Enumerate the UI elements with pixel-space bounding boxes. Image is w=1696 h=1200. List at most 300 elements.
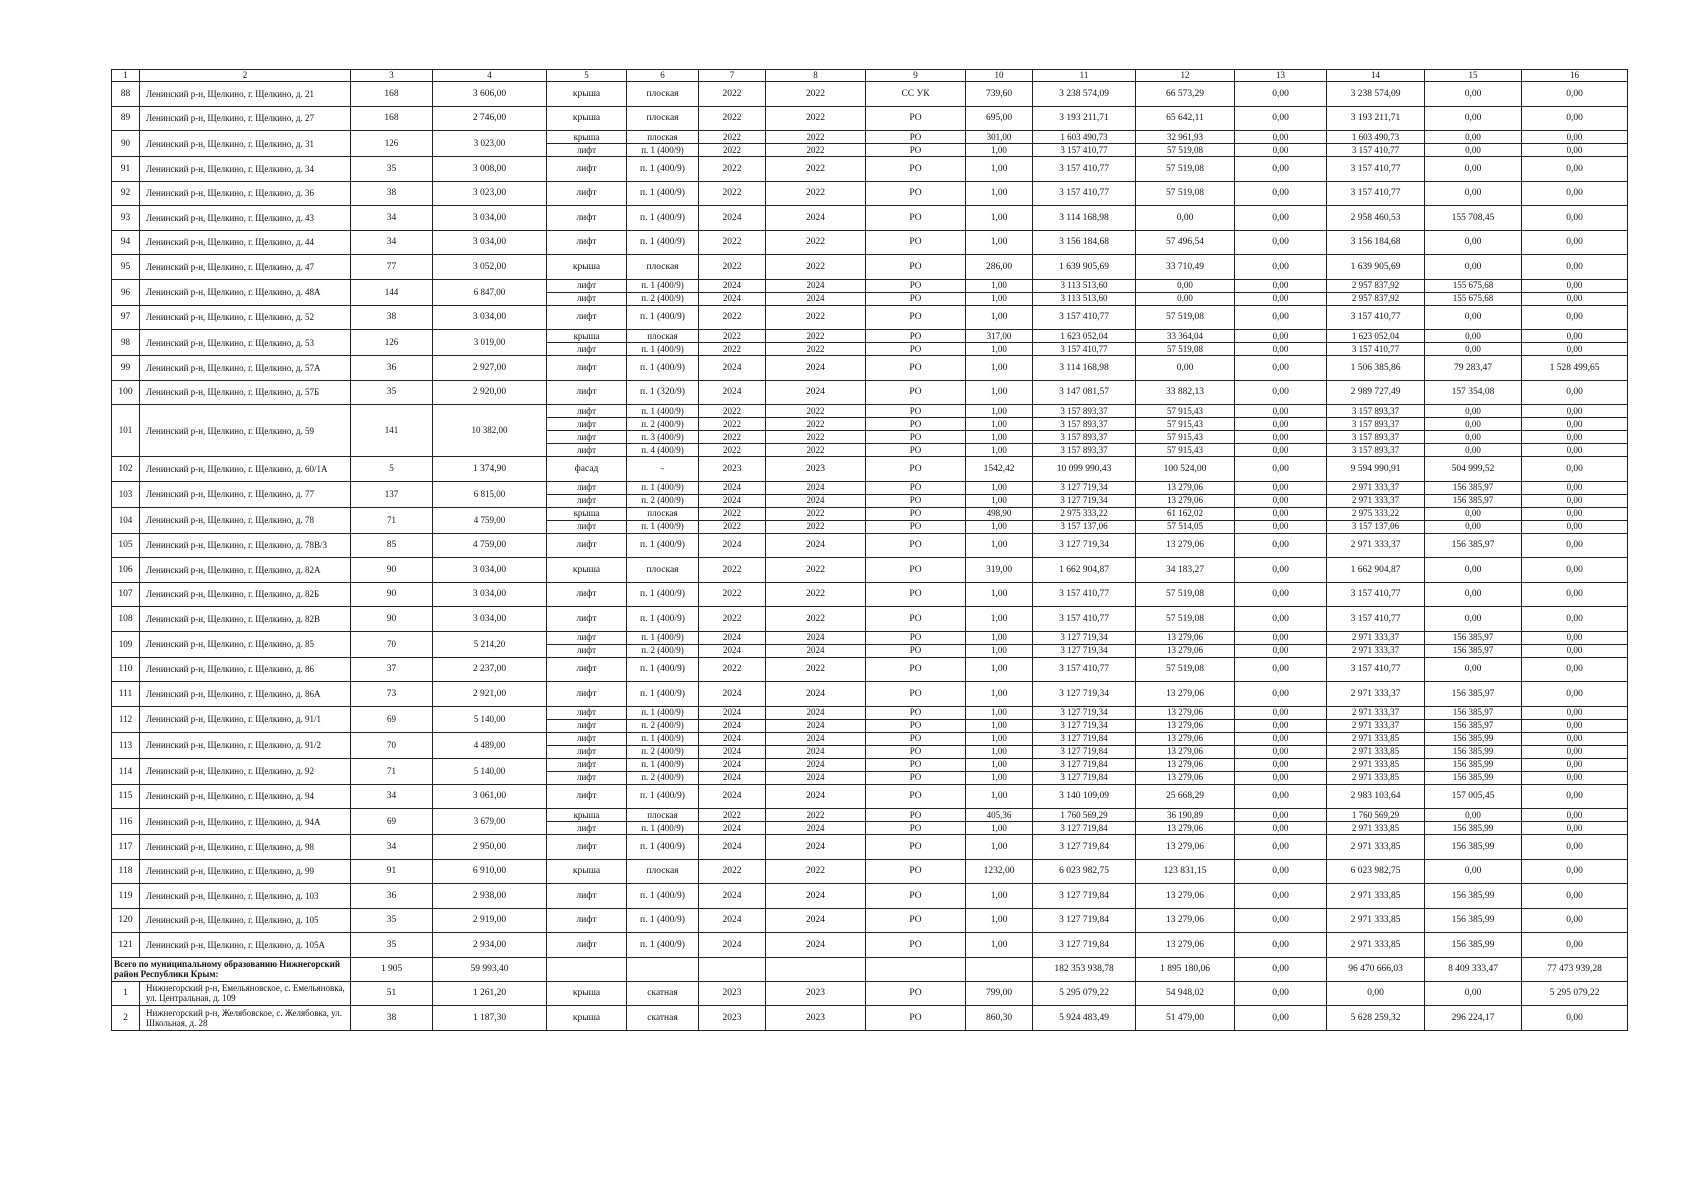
work-cell-16: 0,00 xyxy=(1522,343,1628,356)
work-cell-7: 2023 xyxy=(699,981,766,1006)
column-number: 8 xyxy=(766,70,866,82)
work-cell-5: лифт xyxy=(547,657,627,682)
work-cell-12: 13 279,06 xyxy=(1136,644,1235,657)
work-cell-16: 0,00 xyxy=(1522,82,1628,107)
row-number-cell: 107 xyxy=(112,582,140,607)
work-cell-9: РО xyxy=(866,644,966,657)
work-cell-5: лифт xyxy=(547,644,627,657)
work-cell-5: лифт xyxy=(547,758,627,771)
work-cell-12: 13 279,06 xyxy=(1136,745,1235,758)
work-cell-14: 2 975 333,22 xyxy=(1327,507,1425,520)
address-cell: Ленинский р-н, Щелкино, г. Щелкино, д. 94А xyxy=(140,809,351,835)
work-cell-7: 2022 xyxy=(699,255,766,280)
work-cell-9: РО xyxy=(866,520,966,533)
work-cell-15: 0,00 xyxy=(1425,418,1522,431)
work-cell-10: 1,00 xyxy=(966,206,1033,231)
work-cell-6: п. 1 (400/9) xyxy=(627,405,699,418)
table-row xyxy=(112,908,1628,933)
work-cell-8: 2022 xyxy=(766,431,866,444)
work-cell-7: 2024 xyxy=(699,481,766,494)
value-cell-3: 34 xyxy=(351,835,433,860)
work-cell-16: 0,00 xyxy=(1522,380,1628,405)
work-cell-7: 2024 xyxy=(699,745,766,758)
work-cell-7: 2022 xyxy=(699,405,766,418)
work-cell-11: 3 157 410,77 xyxy=(1033,657,1136,682)
work-cell-13: 0,00 xyxy=(1235,884,1327,909)
work-cell-13: 0,00 xyxy=(1235,230,1327,255)
empty-cell xyxy=(627,957,699,981)
work-cell-11: 3 157 410,77 xyxy=(1033,305,1136,330)
work-cell-7: 2024 xyxy=(699,706,766,719)
work-cell-13: 0,00 xyxy=(1235,305,1327,330)
work-cell-16: 0,00 xyxy=(1522,157,1628,182)
work-cell-9: РО xyxy=(866,908,966,933)
work-cell-7: 2022 xyxy=(699,558,766,583)
work-cell-9: РО xyxy=(866,657,966,682)
work-cell-5: крыша xyxy=(547,82,627,107)
work-cell-10: 1,00 xyxy=(966,835,1033,860)
row-number-cell: 1 xyxy=(112,981,140,1006)
work-cell-10: 1,00 xyxy=(966,631,1033,644)
address-cell: Нижнегорский р-н, Емельяновское, с. Емельяновка, ул. Центральная, д. 109 xyxy=(140,981,351,1006)
work-cell-10: 1,00 xyxy=(966,181,1033,206)
work-cell-14: 1 623 052,04 xyxy=(1327,330,1425,343)
address-cell: Ленинский р-н, Щелкино, г. Щелкино, д. 105А xyxy=(140,933,351,958)
table-row xyxy=(112,330,1628,343)
works-register-table xyxy=(111,69,1628,1031)
work-cell-16: 0,00 xyxy=(1522,933,1628,958)
work-cell-14: 2 971 333,37 xyxy=(1327,644,1425,657)
work-cell-13: 0,00 xyxy=(1235,657,1327,682)
work-cell-9: РО xyxy=(866,279,966,292)
row-number-cell: 94 xyxy=(112,230,140,255)
value-cell-3: 71 xyxy=(351,758,433,784)
work-cell-6: скатная xyxy=(627,981,699,1006)
work-cell-13: 0,00 xyxy=(1235,481,1327,494)
row-number-cell: 99 xyxy=(112,356,140,381)
total-c16: 77 473 939,28 xyxy=(1522,957,1628,981)
work-cell-10: 1,00 xyxy=(966,758,1033,771)
area-cell: 5 214,20 xyxy=(433,631,547,657)
table-row xyxy=(112,356,1628,381)
work-cell-13: 0,00 xyxy=(1235,533,1327,558)
value-cell-3: 126 xyxy=(351,131,433,157)
area-cell: 3 034,00 xyxy=(433,305,547,330)
work-cell-8: 2022 xyxy=(766,405,866,418)
work-cell-15: 0,00 xyxy=(1425,131,1522,144)
work-cell-15: 0,00 xyxy=(1425,343,1522,356)
work-cell-10: 1,00 xyxy=(966,771,1033,784)
work-cell-11: 3 127 719,84 xyxy=(1033,822,1136,835)
address-cell: Ленинский р-н, Щелкино, г. Щелкино, д. 27 xyxy=(140,106,351,131)
work-cell-9: РО xyxy=(866,255,966,280)
work-cell-7: 2024 xyxy=(699,771,766,784)
work-cell-9: РО xyxy=(866,758,966,771)
work-cell-8: 2022 xyxy=(766,106,866,131)
work-cell-14: 3 157 410,77 xyxy=(1327,607,1425,632)
work-cell-11: 3 127 719,34 xyxy=(1033,631,1136,644)
work-cell-7: 2024 xyxy=(699,279,766,292)
work-cell-16: 0,00 xyxy=(1522,444,1628,457)
work-cell-5: лифт xyxy=(547,206,627,231)
work-cell-14: 2 957 837,92 xyxy=(1327,279,1425,292)
work-cell-5: лифт xyxy=(547,144,627,157)
work-cell-6: п. 1 (400/9) xyxy=(627,657,699,682)
work-cell-16: 0,00 xyxy=(1522,631,1628,644)
address-cell: Ленинский р-н, Щелкино, г. Щелкино, д. 105 xyxy=(140,908,351,933)
row-number-cell: 89 xyxy=(112,106,140,131)
work-cell-6: п. 1 (400/9) xyxy=(627,481,699,494)
table-row xyxy=(112,607,1628,632)
work-cell-12: 57 915,43 xyxy=(1136,418,1235,431)
work-cell-9: РО xyxy=(866,582,966,607)
work-cell-6: плоская xyxy=(627,106,699,131)
row-number-cell: 105 xyxy=(112,533,140,558)
area-cell: 3 008,00 xyxy=(433,157,547,182)
work-cell-9: РО xyxy=(866,206,966,231)
work-cell-15: 0,00 xyxy=(1425,520,1522,533)
address-cell: Ленинский р-н, Щелкино, г. Щелкино, д. 57А xyxy=(140,356,351,381)
work-cell-6: п. 1 (400/9) xyxy=(627,607,699,632)
work-cell-11: 6 023 982,75 xyxy=(1033,859,1136,884)
work-cell-13: 0,00 xyxy=(1235,1006,1327,1031)
work-cell-14: 2 989 727,49 xyxy=(1327,380,1425,405)
work-cell-8: 2024 xyxy=(766,380,866,405)
work-cell-10: 1,00 xyxy=(966,481,1033,494)
value-cell-3: 35 xyxy=(351,157,433,182)
work-cell-7: 2023 xyxy=(699,1006,766,1031)
work-cell-16: 0,00 xyxy=(1522,908,1628,933)
area-cell: 2 927,00 xyxy=(433,356,547,381)
area-cell: 3 052,00 xyxy=(433,255,547,280)
work-cell-15: 0,00 xyxy=(1425,607,1522,632)
work-cell-10: 1,00 xyxy=(966,144,1033,157)
work-cell-13: 0,00 xyxy=(1235,719,1327,732)
area-cell: 2 934,00 xyxy=(433,933,547,958)
work-cell-16: 0,00 xyxy=(1522,822,1628,835)
work-cell-15: 0,00 xyxy=(1425,144,1522,157)
work-cell-14: 2 971 333,37 xyxy=(1327,481,1425,494)
work-cell-15: 0,00 xyxy=(1425,859,1522,884)
work-cell-7: 2022 xyxy=(699,431,766,444)
table-row xyxy=(112,507,1628,520)
work-cell-16: 0,00 xyxy=(1522,884,1628,909)
work-cell-9: РО xyxy=(866,771,966,784)
address-cell: Ленинский р-н, Щелкино, г. Щелкино, д. 91/2 xyxy=(140,732,351,758)
area-cell: 1 374,90 xyxy=(433,457,547,482)
work-cell-8: 2024 xyxy=(766,884,866,909)
work-cell-12: 32 961,93 xyxy=(1136,131,1235,144)
row-number-cell: 121 xyxy=(112,933,140,958)
work-cell-5: лифт xyxy=(547,682,627,707)
work-cell-11: 3 127 719,34 xyxy=(1033,706,1136,719)
work-cell-12: 36 190,89 xyxy=(1136,809,1235,822)
work-cell-15: 0,00 xyxy=(1425,507,1522,520)
work-cell-7: 2022 xyxy=(699,343,766,356)
row-number-cell: 109 xyxy=(112,631,140,657)
value-cell-3: 35 xyxy=(351,933,433,958)
table-row xyxy=(112,305,1628,330)
empty-cell xyxy=(866,957,966,981)
work-cell-13: 0,00 xyxy=(1235,279,1327,292)
work-cell-13: 0,00 xyxy=(1235,356,1327,381)
work-cell-16: 0,00 xyxy=(1522,144,1628,157)
work-cell-7: 2022 xyxy=(699,82,766,107)
work-cell-10: 1,00 xyxy=(966,582,1033,607)
table-row xyxy=(112,279,1628,292)
table-row xyxy=(112,582,1628,607)
work-cell-14: 3 157 410,77 xyxy=(1327,181,1425,206)
work-cell-14: 3 157 893,37 xyxy=(1327,405,1425,418)
area-cell: 3 019,00 xyxy=(433,330,547,356)
work-cell-16: 1 528 499,65 xyxy=(1522,356,1628,381)
area-cell: 3 034,00 xyxy=(433,230,547,255)
work-cell-11: 3 156 184,68 xyxy=(1033,230,1136,255)
work-cell-11: 3 157 410,77 xyxy=(1033,607,1136,632)
work-cell-8: 2022 xyxy=(766,444,866,457)
address-cell: Ленинский р-н, Щелкино, г. Щелкино, д. 85 xyxy=(140,631,351,657)
work-cell-6: п. 2 (400/9) xyxy=(627,494,699,507)
work-cell-14: 2 971 333,37 xyxy=(1327,494,1425,507)
work-cell-6: п. 1 (400/9) xyxy=(627,582,699,607)
work-cell-9: РО xyxy=(866,305,966,330)
work-cell-12: 66 573,29 xyxy=(1136,82,1235,107)
work-cell-7: 2022 xyxy=(699,106,766,131)
work-cell-8: 2022 xyxy=(766,230,866,255)
address-cell: Ленинский р-н, Щелкино, г. Щелкино, д. 82А xyxy=(140,558,351,583)
value-cell-3: 70 xyxy=(351,631,433,657)
work-cell-5: лифт xyxy=(547,520,627,533)
row-number-cell: 112 xyxy=(112,706,140,732)
address-cell: Ленинский р-н, Щелкино, г. Щелкино, д. 47 xyxy=(140,255,351,280)
value-cell-3: 35 xyxy=(351,908,433,933)
work-cell-14: 3 157 410,77 xyxy=(1327,657,1425,682)
work-cell-16: 0,00 xyxy=(1522,644,1628,657)
work-cell-5: крыша xyxy=(547,1006,627,1031)
work-cell-13: 0,00 xyxy=(1235,343,1327,356)
value-cell-3: 69 xyxy=(351,809,433,835)
address-cell: Ленинский р-н, Щелкино, г. Щелкино, д. 82В xyxy=(140,607,351,632)
work-cell-6: п. 1 (400/9) xyxy=(627,230,699,255)
work-cell-5: лифт xyxy=(547,784,627,809)
area-cell: 2 919,00 xyxy=(433,908,547,933)
total-c14: 96 470 666,03 xyxy=(1327,957,1425,981)
address-cell: Ленинский р-н, Щелкино, г. Щелкино, д. 60/1А xyxy=(140,457,351,482)
work-cell-13: 0,00 xyxy=(1235,607,1327,632)
table-row xyxy=(112,835,1628,860)
work-cell-6: п. 3 (400/9) xyxy=(627,431,699,444)
work-cell-12: 51 479,00 xyxy=(1136,1006,1235,1031)
work-cell-10: 1,00 xyxy=(966,745,1033,758)
work-cell-16: 0,00 xyxy=(1522,305,1628,330)
work-cell-5: лифт xyxy=(547,292,627,305)
work-cell-6: - xyxy=(627,457,699,482)
work-cell-8: 2024 xyxy=(766,719,866,732)
work-cell-12: 13 279,06 xyxy=(1136,758,1235,771)
area-cell: 2 921,00 xyxy=(433,682,547,707)
table-row xyxy=(112,157,1628,182)
row-number-cell: 114 xyxy=(112,758,140,784)
work-cell-15: 0,00 xyxy=(1425,981,1522,1006)
work-cell-15: 0,00 xyxy=(1425,405,1522,418)
work-cell-16: 0,00 xyxy=(1522,405,1628,418)
work-cell-10: 1,00 xyxy=(966,682,1033,707)
column-number: 5 xyxy=(547,70,627,82)
value-cell-3: 90 xyxy=(351,607,433,632)
value-cell-3: 51 xyxy=(351,981,433,1006)
empty-cell xyxy=(699,957,766,981)
table-row xyxy=(112,657,1628,682)
work-cell-5: лифт xyxy=(547,431,627,444)
work-cell-10: 1,00 xyxy=(966,494,1033,507)
work-cell-15: 0,00 xyxy=(1425,657,1522,682)
row-number-cell: 108 xyxy=(112,607,140,632)
table-row xyxy=(112,533,1628,558)
column-number: 13 xyxy=(1235,70,1327,82)
work-cell-14: 3 157 893,37 xyxy=(1327,431,1425,444)
work-cell-7: 2024 xyxy=(699,732,766,745)
work-cell-10: 1,00 xyxy=(966,279,1033,292)
table-row xyxy=(112,732,1628,745)
work-cell-15: 155 708,45 xyxy=(1425,206,1522,231)
work-cell-11: 5 295 079,22 xyxy=(1033,981,1136,1006)
address-cell: Ленинский р-н, Щелкино, г. Щелкино, д. 21 xyxy=(140,82,351,107)
table-row xyxy=(112,206,1628,231)
value-cell-3: 77 xyxy=(351,255,433,280)
work-cell-15: 0,00 xyxy=(1425,181,1522,206)
work-cell-15: 156 385,99 xyxy=(1425,822,1522,835)
work-cell-15: 156 385,97 xyxy=(1425,533,1522,558)
work-cell-9: РО xyxy=(866,706,966,719)
work-cell-8: 2022 xyxy=(766,255,866,280)
table-row xyxy=(112,230,1628,255)
work-cell-14: 3 157 410,77 xyxy=(1327,305,1425,330)
work-cell-7: 2022 xyxy=(699,809,766,822)
work-cell-12: 33 882,13 xyxy=(1136,380,1235,405)
work-cell-7: 2022 xyxy=(699,859,766,884)
work-cell-13: 0,00 xyxy=(1235,405,1327,418)
work-cell-13: 0,00 xyxy=(1235,908,1327,933)
value-cell-3: 34 xyxy=(351,784,433,809)
area-cell: 1 187,30 xyxy=(433,1006,547,1031)
work-cell-11: 3 238 574,09 xyxy=(1033,82,1136,107)
work-cell-5: лифт xyxy=(547,771,627,784)
work-cell-12: 57 496,54 xyxy=(1136,230,1235,255)
value-cell-3: 168 xyxy=(351,106,433,131)
work-cell-6: плоская xyxy=(627,809,699,822)
address-cell: Ленинский р-н, Щелкино, г. Щелкино, д. 43 xyxy=(140,206,351,231)
work-cell-15: 156 385,97 xyxy=(1425,719,1522,732)
work-cell-15: 0,00 xyxy=(1425,558,1522,583)
work-cell-13: 0,00 xyxy=(1235,157,1327,182)
table-row xyxy=(112,981,1628,1006)
work-cell-13: 0,00 xyxy=(1235,206,1327,231)
area-cell: 3 023,00 xyxy=(433,181,547,206)
work-cell-15: 156 385,99 xyxy=(1425,745,1522,758)
work-cell-16: 0,00 xyxy=(1522,330,1628,343)
work-cell-12: 13 279,06 xyxy=(1136,822,1235,835)
work-cell-14: 2 971 333,85 xyxy=(1327,933,1425,958)
empty-cell xyxy=(966,957,1033,981)
work-cell-15: 0,00 xyxy=(1425,809,1522,822)
column-number-row xyxy=(112,70,1628,82)
work-cell-10: 498,90 xyxy=(966,507,1033,520)
work-cell-11: 3 157 893,37 xyxy=(1033,444,1136,457)
work-cell-10: 1,00 xyxy=(966,732,1033,745)
value-cell-3: 38 xyxy=(351,1006,433,1031)
work-cell-6: п. 1 (400/9) xyxy=(627,356,699,381)
address-cell: Ленинский р-н, Щелкино, г. Щелкино, д. 92 xyxy=(140,758,351,784)
work-cell-13: 0,00 xyxy=(1235,181,1327,206)
work-cell-8: 2024 xyxy=(766,279,866,292)
work-cell-14: 1 760 569,29 xyxy=(1327,809,1425,822)
work-cell-13: 0,00 xyxy=(1235,507,1327,520)
work-cell-9: РО xyxy=(866,507,966,520)
work-cell-12: 13 279,06 xyxy=(1136,771,1235,784)
work-cell-15: 0,00 xyxy=(1425,582,1522,607)
work-cell-9: РО xyxy=(866,859,966,884)
work-cell-5: лифт xyxy=(547,719,627,732)
work-cell-16: 0,00 xyxy=(1522,784,1628,809)
value-cell-3: 168 xyxy=(351,82,433,107)
work-cell-15: 156 385,99 xyxy=(1425,908,1522,933)
work-cell-13: 0,00 xyxy=(1235,131,1327,144)
work-cell-10: 695,00 xyxy=(966,106,1033,131)
work-cell-8: 2024 xyxy=(766,356,866,381)
work-cell-16: 0,00 xyxy=(1522,533,1628,558)
work-cell-14: 2 957 837,92 xyxy=(1327,292,1425,305)
work-cell-10: 301,00 xyxy=(966,131,1033,144)
table-row xyxy=(112,457,1628,482)
work-cell-10: 1,00 xyxy=(966,343,1033,356)
work-cell-10: 405,36 xyxy=(966,809,1033,822)
work-cell-5: лифт xyxy=(547,418,627,431)
work-cell-13: 0,00 xyxy=(1235,682,1327,707)
work-cell-15: 0,00 xyxy=(1425,157,1522,182)
work-cell-6: плоская xyxy=(627,82,699,107)
work-cell-15: 0,00 xyxy=(1425,255,1522,280)
work-cell-7: 2022 xyxy=(699,230,766,255)
work-cell-11: 3 157 893,37 xyxy=(1033,431,1136,444)
work-cell-14: 1 662 904,87 xyxy=(1327,558,1425,583)
work-cell-14: 3 157 410,77 xyxy=(1327,157,1425,182)
work-cell-11: 3 157 410,77 xyxy=(1033,582,1136,607)
work-cell-15: 156 385,99 xyxy=(1425,758,1522,771)
work-cell-11: 3 127 719,84 xyxy=(1033,884,1136,909)
work-cell-12: 54 948,02 xyxy=(1136,981,1235,1006)
total-c11: 182 353 938,78 xyxy=(1033,957,1136,981)
work-cell-16: 0,00 xyxy=(1522,607,1628,632)
work-cell-11: 3 127 719,84 xyxy=(1033,835,1136,860)
work-cell-14: 3 238 574,09 xyxy=(1327,82,1425,107)
area-cell: 3 061,00 xyxy=(433,784,547,809)
work-cell-8: 2024 xyxy=(766,835,866,860)
work-cell-5: крыша xyxy=(547,981,627,1006)
row-number-cell: 101 xyxy=(112,405,140,457)
row-number-cell: 115 xyxy=(112,784,140,809)
work-cell-6: п. 1 (320/9) xyxy=(627,380,699,405)
table-row xyxy=(112,933,1628,958)
work-cell-7: 2024 xyxy=(699,933,766,958)
work-cell-11: 3 140 109,09 xyxy=(1033,784,1136,809)
work-cell-11: 3 127 719,84 xyxy=(1033,771,1136,784)
work-cell-9: РО xyxy=(866,405,966,418)
work-cell-16: 0,00 xyxy=(1522,481,1628,494)
work-cell-7: 2024 xyxy=(699,380,766,405)
work-cell-16: 5 295 079,22 xyxy=(1522,981,1628,1006)
work-cell-14: 2 971 333,37 xyxy=(1327,682,1425,707)
work-cell-13: 0,00 xyxy=(1235,418,1327,431)
